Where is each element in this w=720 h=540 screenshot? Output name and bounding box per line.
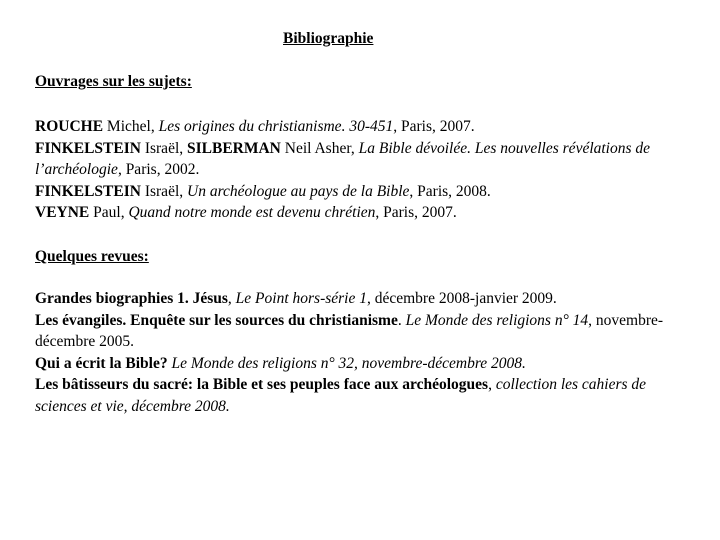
author-last-name: FINKELSTEIN	[35, 139, 141, 157]
journals-list	[35, 288, 685, 417]
journal-title: collection les cahiers de sciences et vie, décembre 2008.	[35, 376, 647, 415]
author-first-name: Israël,	[140, 139, 187, 157]
article-title: Les évangiles. Enquête sur les sources du christianisme	[35, 311, 398, 329]
list-item	[35, 202, 685, 224]
separator: .	[397, 311, 406, 329]
list-item	[35, 138, 685, 181]
author-first-name: Michel,	[103, 118, 159, 135]
author2-first-name: Neil Asher,	[280, 139, 359, 157]
author-first-name: Paul,	[89, 204, 129, 221]
page-title: Bibliographie	[283, 30, 374, 47]
separator: ,	[227, 290, 236, 307]
article-title: Qui a écrit la Bible?	[35, 354, 168, 372]
work-title: Un archéologue au pays de la Bible	[187, 182, 410, 200]
separator: ,	[488, 376, 496, 393]
books-list	[35, 116, 685, 224]
journal-title: Le Monde des religions n° 14	[405, 311, 589, 329]
article-title: Grandes biographies 1. Jésus	[35, 290, 228, 307]
work-title: La Bible dévoilée. Les nouvelles révélations de l’archéologie	[35, 139, 651, 178]
work-title: Les origines du christianisme. 30-451	[158, 118, 394, 135]
publication-info: , Paris, 2007.	[393, 118, 475, 135]
publication-info: , Paris, 2002.	[117, 161, 200, 178]
author-first-name: Israël,	[140, 182, 187, 200]
section-heading-journals: Quelques revues:	[35, 248, 149, 265]
work-title: Quand notre monde est devenu chrétien	[128, 204, 376, 221]
list-item	[35, 310, 685, 353]
publication-info: , Paris, 2007.	[375, 204, 457, 221]
publication-info: , décembre 2008-janvier 2009.	[366, 290, 557, 307]
section-heading-books: Ouvrages sur les sujets:	[35, 73, 192, 90]
list-item	[35, 288, 685, 310]
author-last-name: FINKELSTEIN	[35, 182, 141, 200]
author2-last-name: SILBERMAN	[187, 139, 281, 157]
author-last-name: ROUCHE	[35, 118, 104, 135]
publication-info: , Paris, 2008.	[409, 182, 491, 200]
list-item	[35, 353, 685, 375]
journal-title: Le Monde des religions n° 32, novembre-décembre 2008.	[171, 354, 526, 372]
author-last-name: VEYNE	[35, 204, 90, 221]
list-item	[35, 181, 685, 203]
article-title: Les bâtisseurs du sacré: la Bible et ses peuples face aux archéologues	[35, 376, 489, 393]
journal-title: Le Point hors-série 1	[235, 290, 367, 307]
publication-info: , novembre-décembre 2005.	[35, 311, 664, 350]
list-item	[35, 116, 685, 138]
list-item	[35, 374, 685, 417]
